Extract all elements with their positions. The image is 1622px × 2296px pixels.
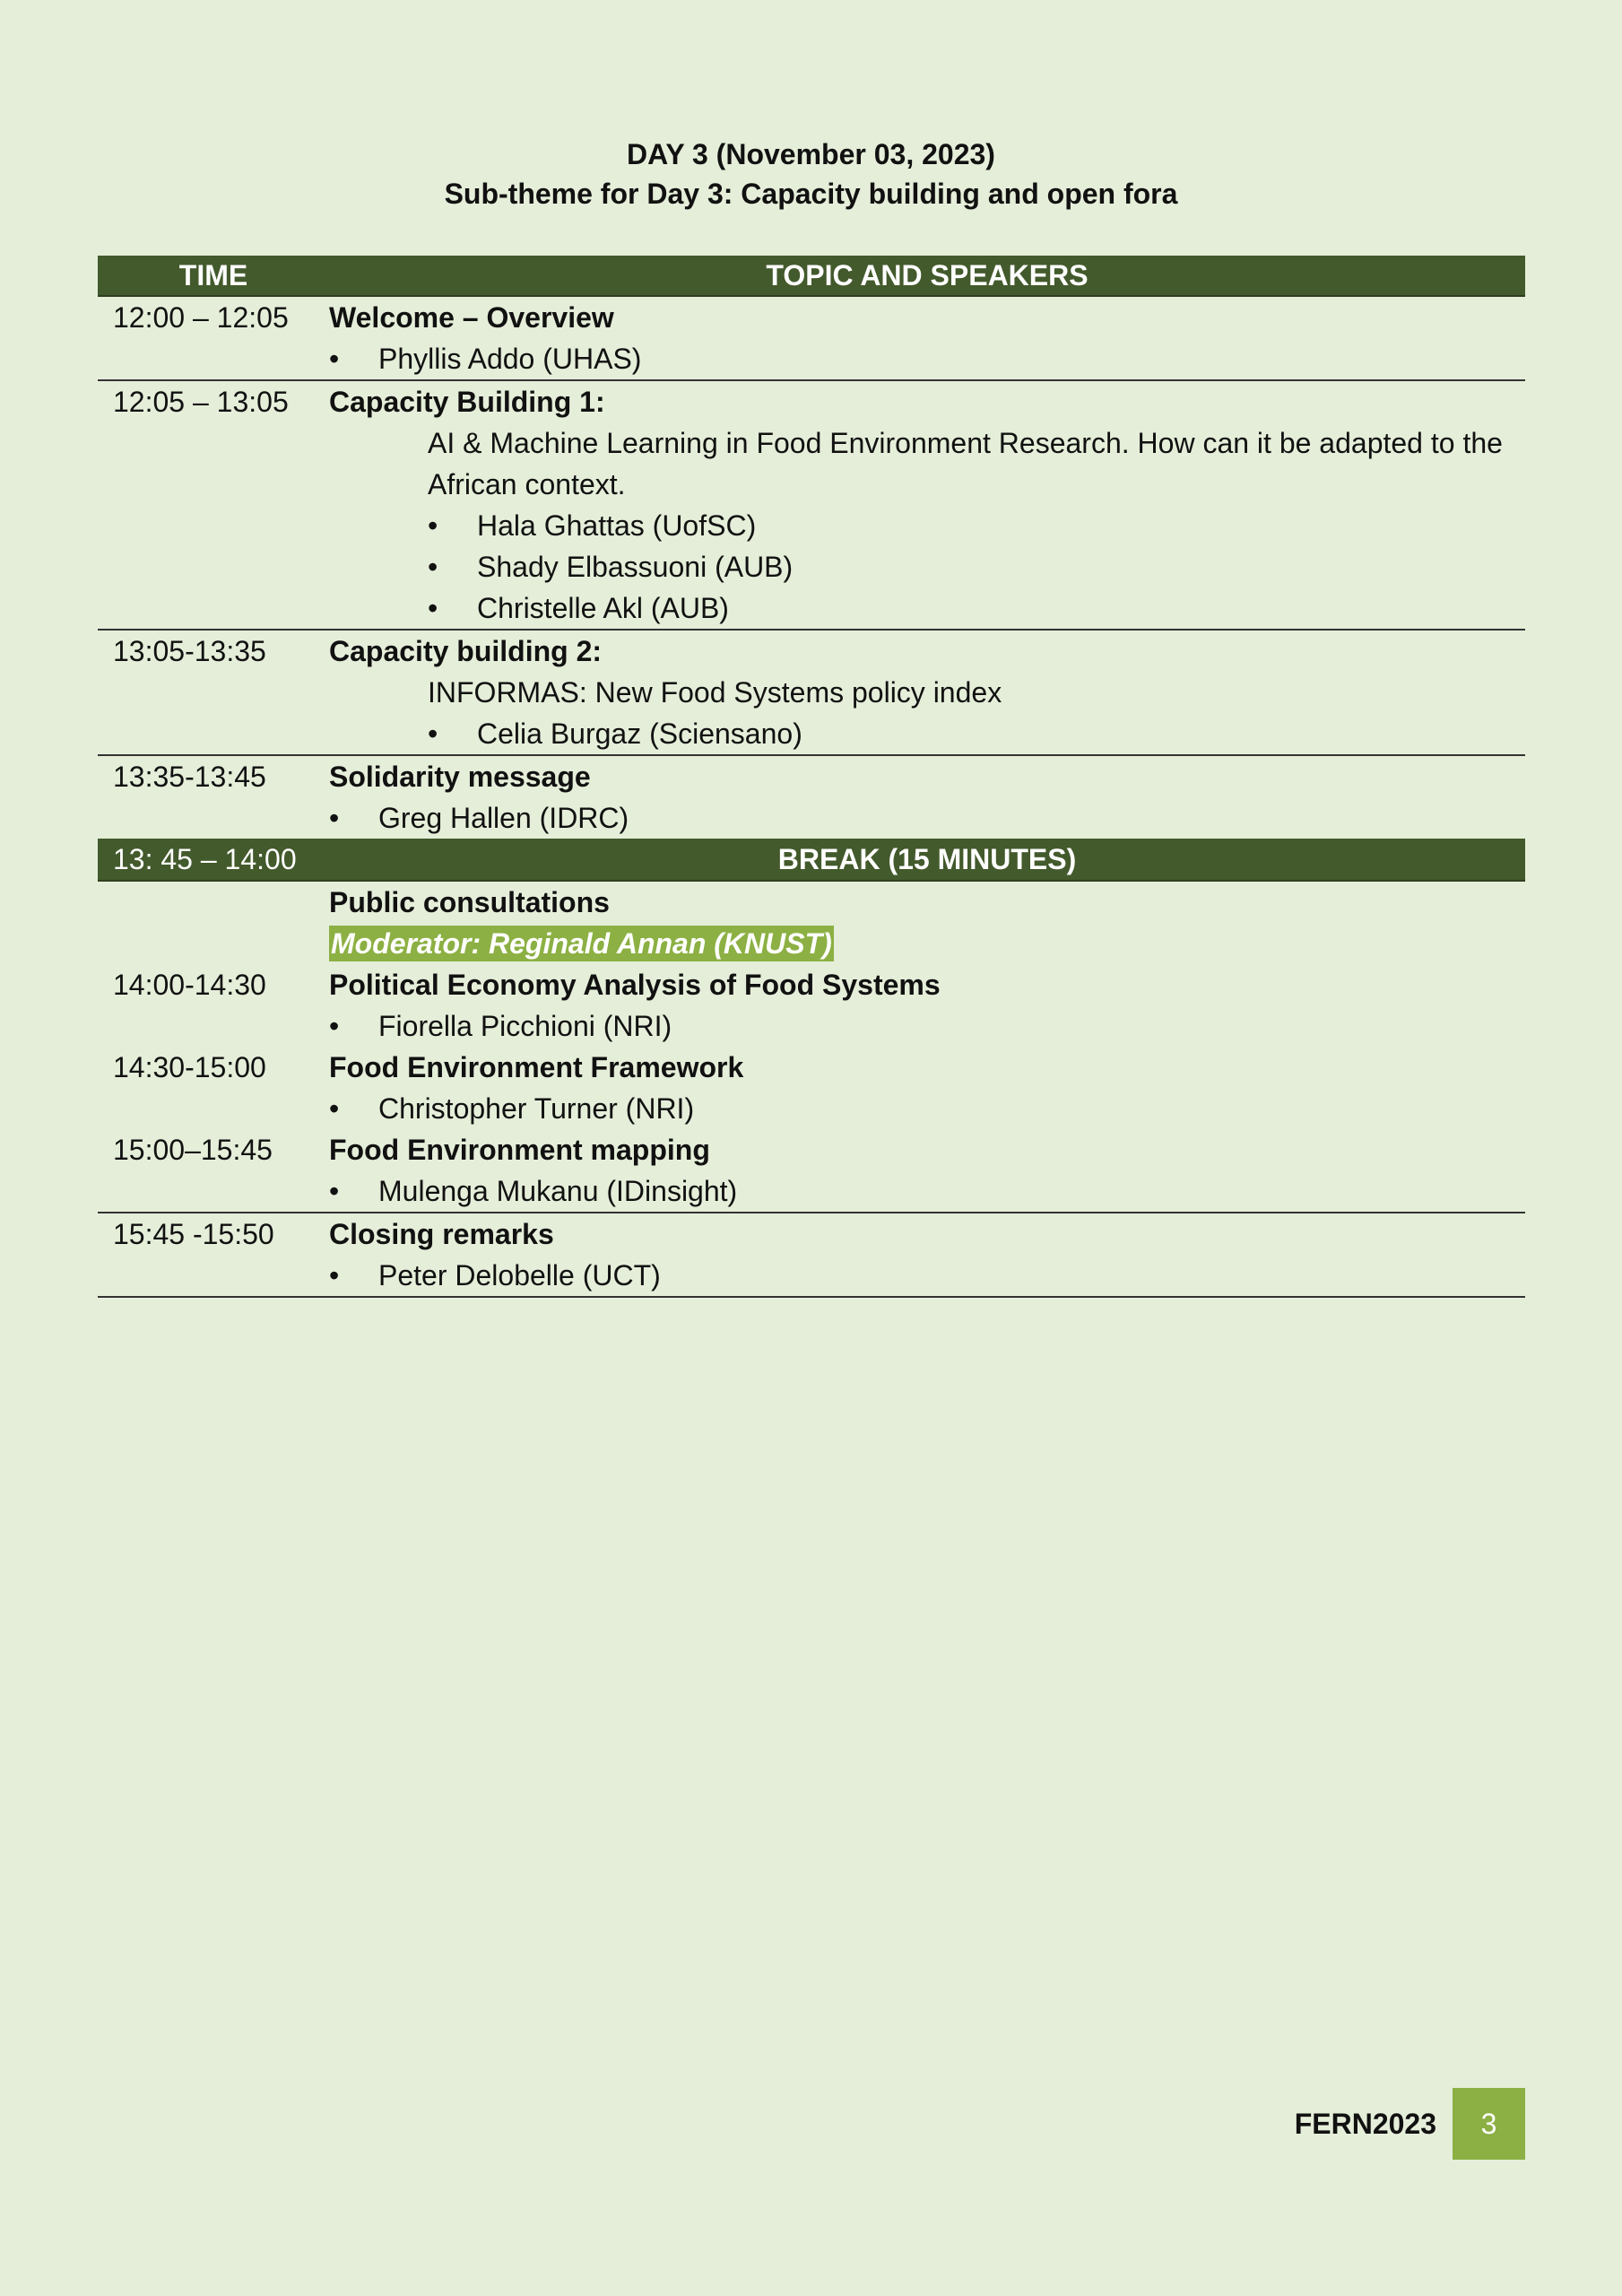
moderator-label: Moderator: Reginald Annan (KNUST): [331, 927, 832, 960]
table-row: [98, 756, 1525, 839]
speaker-item: [329, 797, 1525, 839]
table-header: [98, 256, 1525, 297]
row-description: INFORMAS: New Food Systems policy index: [428, 676, 1002, 709]
speaker-name: Christopher Turner (NRI): [378, 1092, 695, 1125]
row-title: Food Environment mapping: [329, 1134, 710, 1166]
topic-header: TOPIC AND SPEAKERS: [766, 258, 1089, 291]
schedule-table: [98, 256, 1525, 1298]
speaker-name: Celia Burgaz (Sciensano): [477, 718, 802, 750]
speaker-item: [329, 1088, 1525, 1129]
table-row: [98, 1129, 1525, 1212]
row-title: Capacity building 2:: [329, 635, 603, 667]
row-time: 12:00 – 12:05: [113, 301, 289, 334]
table-row: [98, 381, 1525, 631]
speaker-item: [329, 1255, 1525, 1296]
speaker-item: [329, 713, 1525, 754]
table-row: [98, 631, 1525, 756]
break-row: [98, 839, 1525, 882]
row-title: Capacity Building 1:: [329, 386, 605, 418]
bullet-icon: •: [329, 802, 340, 834]
subtheme-title: Sub-theme for Day 3: Capacity building and open fora: [444, 178, 1178, 210]
speaker-name: Peter Delobelle (UCT): [378, 1259, 661, 1292]
speaker-name: Shady Elbassuoni (AUB): [477, 551, 794, 583]
row-title: Solidarity message: [329, 761, 591, 793]
row-time: 13:35-13:45: [113, 761, 266, 793]
speaker-item: [329, 1170, 1525, 1212]
row-time: 12:05 – 13:05: [113, 386, 289, 418]
public-consultations-section: [98, 882, 1525, 1213]
table-row: [98, 297, 1525, 381]
bullet-icon: •: [428, 592, 438, 624]
speaker-name: Fiorella Picchioni (NRI): [378, 1010, 672, 1042]
speaker-name: Greg Hallen (IDRC): [378, 802, 629, 834]
break-time: 13: 45 – 14:00: [113, 843, 297, 875]
table-row: [98, 964, 1525, 1047]
bullet-icon: •: [329, 343, 340, 375]
speaker-name: Hala Ghattas (UofSC): [477, 509, 757, 542]
bullet-icon: •: [329, 1092, 340, 1125]
page-number: 3: [1453, 2088, 1525, 2160]
row-time: 14:00-14:30: [113, 969, 266, 1001]
speaker-name: Mulenga Mukanu (IDinsight): [378, 1175, 738, 1207]
day-title: DAY 3 (November 03, 2023): [627, 138, 995, 170]
speaker-item: [329, 505, 1525, 546]
time-header: TIME: [178, 258, 248, 291]
row-title: Closing remarks: [329, 1218, 554, 1250]
table-row: [98, 1213, 1525, 1298]
break-label: BREAK (15 MINUTES): [777, 842, 1077, 875]
row-title: Food Environment Framework: [329, 1051, 744, 1083]
speaker-item: [329, 587, 1525, 629]
speaker-name: Phyllis Addo (UHAS): [378, 343, 642, 375]
row-title: Welcome – Overview: [329, 301, 614, 334]
bullet-icon: •: [428, 509, 438, 542]
speaker-name: Christelle Akl (AUB): [477, 592, 729, 624]
bullet-icon: •: [329, 1259, 340, 1292]
row-time: 14:30-15:00: [113, 1051, 266, 1083]
section-title: Public consultations: [329, 886, 610, 918]
page-heading: [0, 135, 1622, 213]
bullet-icon: •: [329, 1010, 340, 1042]
table-row: [98, 1047, 1525, 1129]
bullet-icon: •: [329, 1175, 340, 1207]
bullet-icon: •: [428, 551, 438, 583]
row-time: 15:45 -15:50: [113, 1218, 274, 1250]
speaker-item: [329, 338, 1525, 379]
row-time: 13:05-13:35: [113, 635, 266, 667]
footer-label: FERN2023: [1294, 2108, 1436, 2140]
row-time: 15:00–15:45: [113, 1134, 273, 1166]
row-title: Political Economy Analysis of Food Systems: [329, 969, 941, 1001]
speaker-item: [329, 1005, 1525, 1047]
bullet-icon: •: [428, 718, 438, 750]
row-description: AI & Machine Learning in Food Environment Research. How can it be adapted to the African context.: [428, 427, 1503, 500]
speaker-item: [329, 546, 1525, 587]
